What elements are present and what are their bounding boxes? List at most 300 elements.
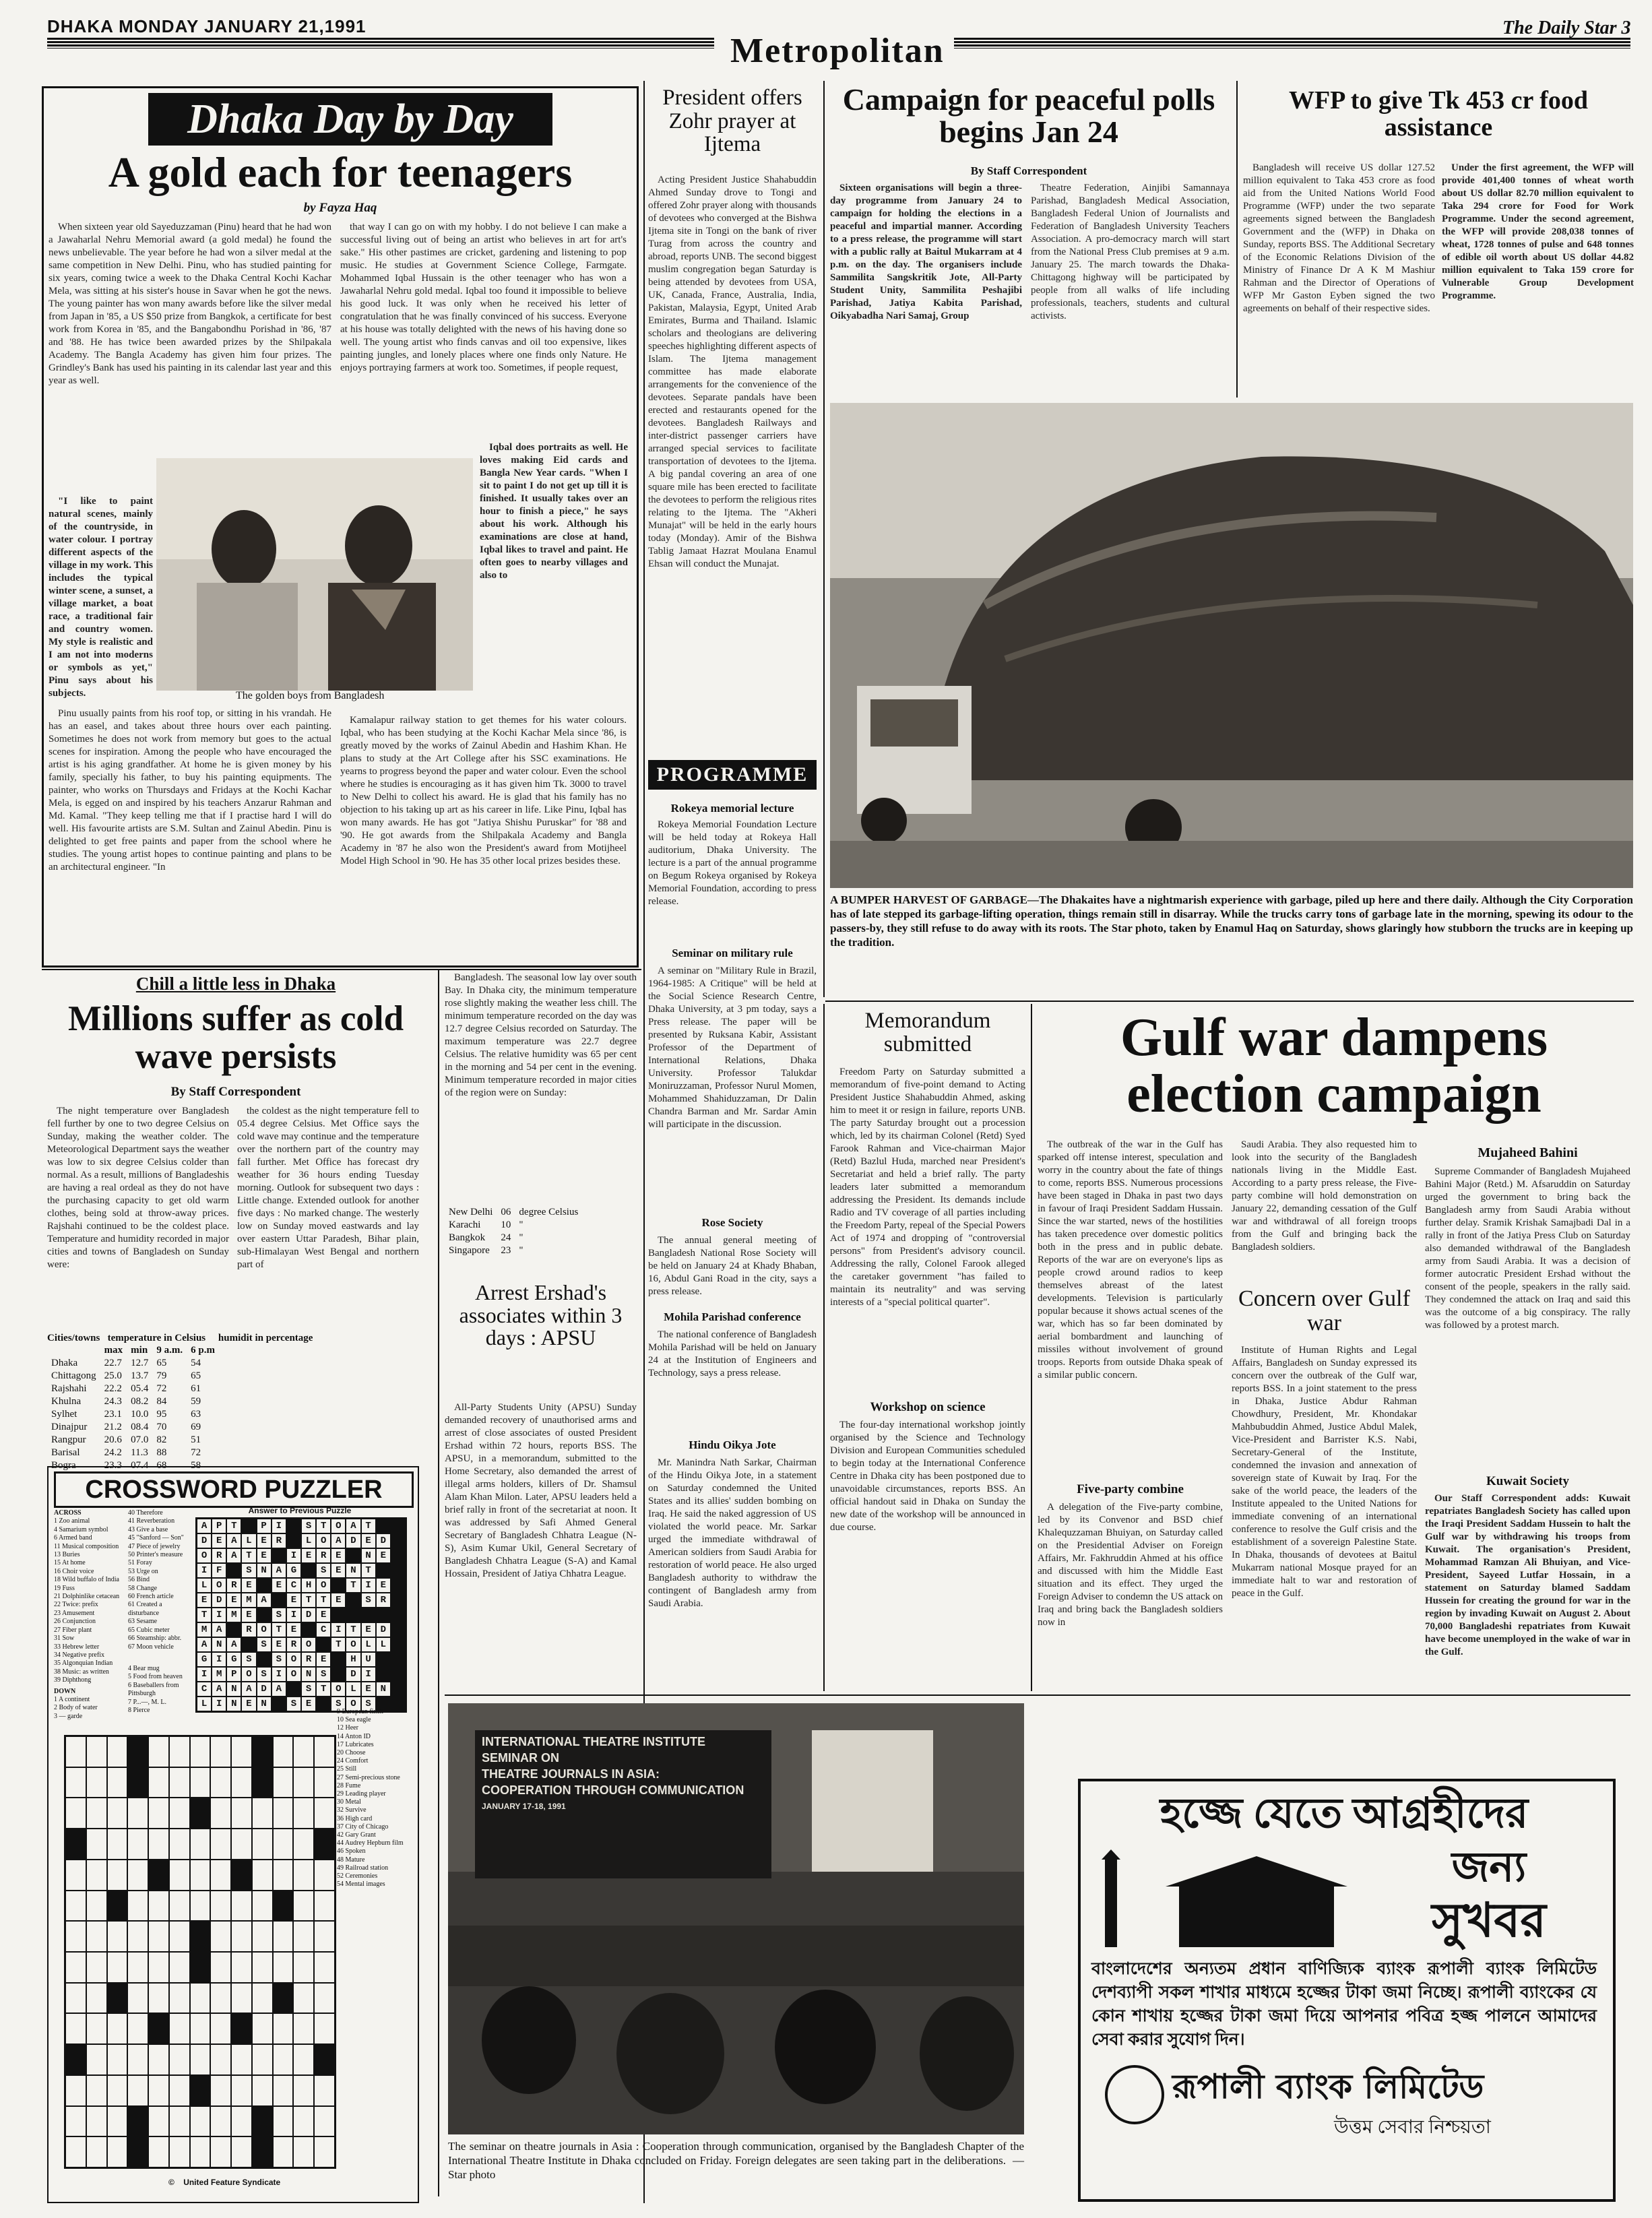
crossword-cell[interactable] [86,2075,107,2106]
answer-cell: I [197,1563,212,1578]
table-cell: 95 [156,1409,167,1420]
zohr-headline: President offers Zohr prayer at Ijtema [662,86,802,157]
crossword-cell[interactable] [314,2136,335,2167]
crossword-cell[interactable] [210,1921,231,1952]
answer-cell: E [361,1682,376,1697]
clue-item: 48 Mature [337,1856,365,1864]
answer-cell [376,1667,391,1682]
answer-cell: A [272,1682,286,1697]
clue-item: 50 Printer's measure [128,1551,183,1559]
crossword-cell[interactable] [65,2136,86,2167]
crossword-cell[interactable] [107,1921,128,1952]
crossword-cell[interactable] [190,2106,211,2137]
table-cell: Dinajpur [51,1422,88,1432]
clue-item: 1 Zoo animal [54,1517,90,1525]
crossword-cell[interactable] [107,2013,128,2044]
crossword-cell[interactable] [169,1983,190,2014]
crossword-cell[interactable] [65,2106,86,2137]
crossword-cell[interactable] [293,2044,314,2075]
programme-item-title-0: Rokeya memorial lecture [670,802,794,815]
table-cell: 10 [501,1219,511,1230]
crossword-cell[interactable] [293,1767,314,1798]
crossword-cell[interactable] [314,1952,335,1983]
crossword-cell[interactable] [273,1829,294,1860]
dhaka-day-byline: by Fayza Haq [303,201,377,215]
crossword-cell[interactable] [314,1798,335,1829]
wfp-headline: WFP to give Tk 453 cr food assistance [1288,86,1589,141]
answer-cell: A [331,1533,346,1548]
crossword-cell[interactable] [148,2106,169,2137]
clue-item: 6 Baseballers from Pittsburgh [128,1681,179,1698]
crossword-cell[interactable] [107,2136,128,2167]
column-rule-3 [1236,81,1238,398]
answer-cell: S [331,1697,346,1711]
answer-cell: S [361,1697,376,1711]
answer-cell: S [301,1519,316,1533]
crossword-cell[interactable] [169,2136,190,2167]
crossword-cell[interactable] [86,2136,107,2167]
crossword-cell[interactable] [190,1736,211,1767]
answer-cell: E [376,1548,391,1563]
golden-boys-photo [156,458,473,691]
crossword-cell[interactable] [190,2136,211,2167]
answer-cell: E [257,1533,272,1548]
crossword-cell[interactable] [127,2044,148,2075]
crossword-cell[interactable] [293,2106,314,2137]
table-cell: New Delhi [449,1207,493,1217]
crossword-cell[interactable] [148,1891,169,1922]
crossword-cell[interactable] [65,1860,86,1891]
crossword-cell[interactable] [210,1798,231,1829]
crossword-cell[interactable] [148,1829,169,1860]
crossword-cell[interactable] [273,2106,294,2137]
answer-cell: E [272,1637,286,1652]
crossword-cell[interactable] [65,1952,86,1983]
crossword-cell[interactable] [107,2075,128,2106]
crossword-cell[interactable] [231,1767,252,1798]
clue-item: 28 Fume [337,1781,361,1789]
campaign-body-left: Sixteen organisations will begin a three-day programme from January 24 to campaign for holding the elections in a peaceful and impartial manner. According to a press release, the programme will start with a public rally at Baitul Mukarram at 4 p.m. on the day. The organisers include Sammilita Sangskritik Jote, All-Party Student Unity, Sammilita Peshajibi Parishad, Jatiya Kabita Parishad, Oikyabadha Nari Samaj, Group [830,183,1022,321]
crossword-cell[interactable] [273,1736,294,1767]
answer-cell [226,1622,241,1637]
answer-cell: O [212,1578,226,1593]
crossword-cell[interactable] [65,1983,86,2014]
answer-cell [391,1622,406,1637]
crossword-cell [65,2044,86,2075]
banner-line-0: INTERNATIONAL THEATRE INSTITUTE [482,1735,705,1748]
crossword-cell [127,1767,148,1798]
crossword-cell[interactable] [148,2136,169,2167]
answer-cell: D [346,1533,360,1548]
crossword-cell[interactable] [107,2106,128,2137]
answer-cell: E [226,1593,241,1608]
answer-cell: D [376,1533,391,1548]
crossword-cell[interactable] [148,1983,169,2014]
clue-item: 51 Foray [128,1559,152,1567]
crossword-cell[interactable] [273,2136,294,2167]
crossword-cell[interactable] [65,1767,86,1798]
table-cell: 82 [156,1434,167,1445]
answer-cell: T [346,1622,360,1637]
clue-item: 27 Fiber plant [54,1626,92,1634]
crossword-cell[interactable] [314,1860,335,1891]
crossword-cell[interactable] [293,1952,314,1983]
crossword-cell[interactable] [65,2013,86,2044]
answer-cell: S [257,1637,272,1652]
crossword-cell[interactable] [231,2136,252,2167]
answer-cell [331,1608,346,1622]
crossword-cell[interactable] [127,1860,148,1891]
table-cell: 10.0 [131,1409,149,1420]
crossword-cell[interactable] [127,2013,148,2044]
crossword-cell[interactable] [293,1921,314,1952]
answer-cell: I [272,1667,286,1682]
crossword-cell[interactable] [148,2044,169,2075]
crossword-cell[interactable] [86,1829,107,1860]
crossword-cell[interactable] [190,2013,211,2044]
crossword-cell[interactable] [293,1736,314,1767]
crossword-cell[interactable] [210,2044,231,2075]
clue-item: 31 Sow [54,1635,75,1643]
table-cell: Rajshahi [51,1383,87,1394]
table-row [445,1206,582,1219]
crossword-cell[interactable] [210,2106,231,2137]
crossword-cell[interactable] [65,1736,86,1767]
crossword-cell [231,2013,252,2044]
crossword-cell[interactable] [231,1952,252,1983]
crossword-cell[interactable] [231,2044,252,2075]
crossword-cell[interactable] [231,2106,252,2137]
crossword-cell[interactable] [107,1952,128,1983]
table-row [445,1219,582,1232]
concern-body: Institute of Human Rights and Legal Affairs, Bangladesh on Sunday expressed its concern over the outbreak of the Gulf war, reports BSS. In a joint statement to the press in Dhaka, Justice Abdur Rahman Chowdhury, President, Mr. Khondakar Mahbubuddin Ahmed, Justice Abdul Malek, Vice-President and Barrister K.S. Nabi, Secretary-General of the Institute, condemned the invasion and annexation of sovereign state of Kuwait by Iraq. For the sake of the world peace, the leaders of the Institute appealed to the United Nations for immediate convening of an international conference to resolve the Gulf crisis and the establishment of a sovereign Palestine State. In Dhaka, thousands of devotees at Baitul Mukarram national Mosque prayed for an immediate halt to war and restoration of peace in the Gulf. [1232,1345,1417,1599]
crossword-cell[interactable] [293,1983,314,2014]
answer-cell: O [316,1533,331,1548]
crossword-cell[interactable] [169,2044,190,2075]
table-subheader: max [104,1345,123,1356]
crossword-cell[interactable] [127,2075,148,2106]
crossword-cell[interactable] [86,2044,107,2075]
crossword-cell[interactable] [293,2136,314,2167]
memo-headline: Memorandum submitted [864,1009,991,1056]
crossword-cell[interactable] [293,1829,314,1860]
clue-item: 10 Sea eagle [337,1716,371,1724]
crossword-cell[interactable] [190,2044,211,2075]
answer-cell: I [212,1608,226,1622]
table-cell: 23.3 [104,1460,122,1471]
answer-cell: A [226,1637,241,1652]
answer-cell: R [272,1533,286,1548]
crossword-cell[interactable] [314,1921,335,1952]
answer-cell: E [331,1548,346,1563]
crossword-cell [252,1736,273,1767]
answer-cell [257,1578,272,1593]
crossword-cell[interactable] [293,2075,314,2106]
crossword-cell [252,2136,273,2167]
crossword-cell[interactable] [314,2106,335,2137]
clue-item: 29 Leading player [337,1790,386,1798]
crossword-cell[interactable] [169,1829,190,1860]
answer-cell [376,1563,391,1578]
table-cell: degree Celsius [519,1207,579,1217]
ad-bank-name: রূপালী ব্যাংক লিমিটেড [1172,2067,1484,2106]
clue-item: 27 Semi-precious stone [337,1773,400,1781]
crossword-cell[interactable] [231,2075,252,2106]
answer-cell [391,1593,406,1608]
crossword-cell[interactable] [65,1798,86,1829]
crossword-cell[interactable] [86,1983,107,2014]
crossword-cell[interactable] [210,1767,231,1798]
crossword-cell[interactable] [252,1921,273,1952]
crossword-cell[interactable] [148,1798,169,1829]
crossword-cell[interactable] [231,1983,252,2014]
theatre-caption: The seminar on theatre journals in Asia : Cooperation through communication, organised by the Bangladesh Chapter of the International Theatre Institute in Dhaka concluded on Friday. Foreign delegates are seen taking part in the deliberations. —Star photo [448,2140,1025,2181]
crossword-cell[interactable] [210,2013,231,2044]
crossword-cell[interactable] [252,2013,273,2044]
crossword-cell[interactable] [252,1829,273,1860]
answer-cell [391,1652,406,1667]
crossword-cell[interactable] [107,1767,128,1798]
dhaka-day-body-bottom-right: Kamalapur railway station to get themes for his water colours. Iqbal, who has been studying at the Kochi Kachar Mela since '86, is greatly moved by the works of Zainul Abedin and Hashim Khan. He plans to study at the Art College after his SSC examinations. He yearns to progress beyond the paper and water colour. Even the school where he studies is encouraging as it has given him Tk. 3000 to travel to New Delhi to collect his award. He is glad that his family has no objection to his taking up art as his career in life. Like Pinu, Iqbal has won many awards. He has got "Jatiya Shishu Puruskar" for '88 and '90. He got awards from the Shilpakala Academy and Bangla Academy in '87 he also won the President's award from Motijheel Model High School in '90. He has 35 other local prizes besides these. [340,715,627,866]
crossword-cell[interactable] [231,1921,252,1952]
down-heading: DOWN [54,1687,76,1695]
crossword-cell[interactable] [169,1891,190,1922]
table-cell: 72 [191,1447,201,1458]
crossword-cell[interactable] [86,1736,107,1767]
crossword-cell[interactable] [86,1860,107,1891]
crossword-cell[interactable] [314,2013,335,2044]
ershad-body: All-Party Students Unity (APSU) Sunday demanded recovery of unauthorised arms and arrest of close associates of ousted President Ershad within 72 hours, reports BSS. The APSU, in a memorandum, submitted to the Home Secretary, also demanded the arrest of illegal arms holders, killers of Dr. Shamsul Alam Khan Milon. Later, APSU leaders held a brief rally in front of the secretariat at noon. It was addressed by Safi Ahmed General Secretary of Bangladesh Chhatra League (N-S), Asim Kumar Ukil, General Secretary of Bangladesh Chhatra League (S-A) and Kamal Hossain, President of Jatiya Chhatra League. [445,1402,637,1579]
crossword-cell[interactable] [86,1767,107,1798]
answer-cell: P [212,1519,226,1533]
crossword-cell[interactable] [273,2044,294,2075]
crossword-cell[interactable] [252,1952,273,1983]
crossword-cell[interactable] [86,1891,107,1922]
kaaba-minaret-icon [1091,1849,1361,1951]
answer-cell: E [286,1622,301,1637]
banner-line-1: SEMINAR ON [482,1751,560,1765]
crossword-cell[interactable] [190,1860,211,1891]
crossword-cell[interactable] [190,1891,211,1922]
crossword-cell[interactable] [65,2075,86,2106]
table-row [47,1408,219,1421]
campaign-body-right: Theatre Federation, Ainjibi Samannaya Parishad, Bangladesh Medical Association, Bangladesh Federal Union of Journalists and Federation of Bangladesh University Teachers Association. A pro-democracy march will start from the National Press Club premises at 9 a.m. January 25. The march towards the Dhaka-Chittagong highway will be participated by people from all walks of life including professionals, teachers, students and cultural activists. [1031,183,1230,321]
crossword-cell[interactable] [86,2013,107,2044]
crossword-cell[interactable] [210,1952,231,1983]
clue-item: 42 Gary Grant [337,1831,376,1839]
clue-item: 36 High card [337,1814,373,1823]
crossword-cell[interactable] [314,1891,335,1922]
crossword-cell[interactable] [107,1736,128,1767]
crossword-cell[interactable] [148,1921,169,1952]
crossword-cell[interactable] [273,1798,294,1829]
table-cell: Khulna [51,1396,82,1407]
dhaka-day-banner: Dhaka Day by Day [148,93,552,146]
table-row [445,1232,582,1244]
crossword-across-list-2 [128,1509,187,1715]
crossword-cell[interactable] [273,1767,294,1798]
answer-cell: E [241,1578,256,1593]
clue-item: 45 "Sanford — Son" [128,1534,184,1542]
crossword-cell[interactable] [148,2075,169,2106]
clue-item: 9 European finch [337,1708,383,1715]
crossword-cell[interactable] [293,1798,314,1829]
table-cell: 63 [191,1409,201,1420]
clue-item: 19 Fuss [54,1584,75,1592]
crossword-cell[interactable] [127,1829,148,1860]
answer-cell [331,1652,346,1667]
paper-name: The Daily Star 3 [1502,18,1631,38]
clue-item: 33 Hebrew letter [54,1643,100,1651]
crossword-cell[interactable] [127,1921,148,1952]
table-cell: 23 [501,1245,511,1256]
crossword-cell[interactable] [148,1767,169,1798]
crossword-cell[interactable] [86,1952,107,1983]
crossword-cell[interactable] [314,1767,335,1798]
crossword-cell[interactable] [190,1767,211,1798]
answer-cell: M [197,1622,212,1637]
crossword-cell[interactable] [210,1983,231,2014]
crossword-cell[interactable] [169,1798,190,1829]
answer-cell: O [331,1682,346,1697]
crossword-cell[interactable] [190,1983,211,2014]
crossword-cell[interactable] [169,1736,190,1767]
crossword-cell[interactable] [293,1891,314,1922]
answer-cell [257,1608,272,1622]
crossword-cell[interactable] [273,1921,294,1952]
crossword-cell[interactable] [210,1829,231,1860]
crossword-cell[interactable] [273,2075,294,2106]
answer-cell: L [346,1682,360,1697]
answer-cell: S [316,1667,331,1682]
clue-item: 53 Urge on [128,1567,158,1575]
gulf-col2-top: Saudi Arabia. They also requested him to look into the security of the Bangladesh nationals living in the Middle East. According to a party press release, the Five-party combine will hold demonstration on January 22, demanding cessation of the Gulf war and withdrawal of all foreign troops from the Gulf and bringing back the Bangladesh soldiers. [1232,1139,1417,1253]
table-cell: 65 [191,1370,201,1381]
crossword-cell[interactable] [314,1736,335,1767]
crossword-cell[interactable] [169,1921,190,1952]
answer-cell: D [197,1533,212,1548]
crossword-cell[interactable] [169,2075,190,2106]
clue-item: 4 Samarium symbol [54,1525,108,1533]
answer-cell: S [316,1563,331,1578]
answer-cell: O [197,1548,212,1563]
answer-cell: A [226,1548,241,1563]
crossword-cell[interactable] [169,1767,190,1798]
clue-item: 15 At home [54,1559,86,1567]
crossword-cell[interactable] [252,2075,273,2106]
table-cell: Bangkok [449,1232,486,1243]
answer-cell [346,1548,360,1563]
crossword-cell[interactable] [169,2013,190,2044]
crossword-cell[interactable] [107,2044,128,2075]
table-header: Cities/towns temperature in Celsius humidit in percentage [47,1333,313,1343]
answer-cell: S [301,1682,316,1697]
crossword-cell[interactable] [293,2013,314,2044]
clue-item: 25 Still [337,1765,357,1773]
crossword-cell[interactable] [210,1860,231,1891]
crossword-cell[interactable] [127,1891,148,1922]
crossword-cell[interactable] [252,1860,273,1891]
programme-item-title-2: Rose Society [701,1216,763,1229]
answer-cell: L [361,1637,376,1652]
clue-item: 52 Ceremonies [337,1872,378,1880]
crossword-cell[interactable] [252,2044,273,2075]
crossword-cell[interactable] [65,1921,86,1952]
crossword-cell[interactable] [107,1798,128,1829]
crossword-cell[interactable] [231,1736,252,1767]
crossword-cell[interactable] [293,1860,314,1891]
crossword-cell[interactable] [148,1736,169,1767]
crossword-cell[interactable] [273,2013,294,2044]
garbage-photo [830,403,1633,888]
crossword-cell[interactable] [231,1798,252,1829]
crossword-cell[interactable] [169,2106,190,2137]
crossword-cell[interactable] [86,1798,107,1829]
clue-item: 65 Cubic meter [128,1626,170,1634]
crossword-cell[interactable] [210,2075,231,2106]
crossword-cell[interactable] [231,1891,252,1922]
answer-cell: N [212,1637,226,1652]
table-cell: Rangpur [51,1434,86,1445]
crossword-grid[interactable] [64,1735,336,2169]
answer-cell [272,1548,286,1563]
crossword-cell[interactable] [252,1798,273,1829]
programme-item-body-2: The annual general meeting of Bangladesh National Rose Society will be held on January 24 at Khady Bhaban, 16, Abdul Gani Road in the city, says a press release. [648,1235,817,1297]
crossword-cell[interactable] [169,1860,190,1891]
answer-cell: E [286,1593,301,1608]
crossword-cell[interactable] [210,2136,231,2167]
crossword-cell[interactable] [314,2075,335,2106]
crossword-cell[interactable] [127,1983,148,2014]
table-cell: 59 [191,1396,201,1407]
answer-cell: A [241,1682,256,1697]
table-cell: 88 [156,1447,167,1458]
gulf-headline: Gulf war dampens election campaign [1120,1008,1548,1124]
crossword-cell[interactable] [127,1952,148,1983]
answer-cell: L [197,1578,212,1593]
crossword-cell[interactable] [231,1829,252,1860]
banner-line-4: JANUARY 17-18, 1991 [482,1802,566,1811]
clue-item: 58 Change [128,1584,158,1592]
crossword-cell [65,1829,86,1860]
answer-cell: A [197,1637,212,1652]
clue-item: 7 P...—, M. L. [128,1698,166,1706]
crossword-cell[interactable] [107,1829,128,1860]
crossword-cell[interactable] [86,1921,107,1952]
crossword-cell[interactable] [127,1798,148,1829]
clue-item: 2 Body of water [54,1704,98,1712]
crossword-cell[interactable] [252,1891,273,1922]
crossword-cell[interactable] [86,2106,107,2137]
crossword-cell[interactable] [314,1983,335,2014]
crossword-cell[interactable] [210,1736,231,1767]
clue-item: 18 Wild buffalo of India [54,1576,119,1584]
crossword-cell[interactable] [169,1952,190,1983]
answer-cell: I [286,1548,301,1563]
clue-item: 20 Choose [337,1749,366,1757]
answer-cell: R [226,1578,241,1593]
crossword-cell[interactable] [273,1952,294,1983]
crossword-cell[interactable] [65,1891,86,1922]
crossword-cell[interactable] [210,1891,231,1922]
clue-item: 46 Spoken [337,1847,366,1856]
crossword-cell[interactable] [190,1829,211,1860]
crossword-cell[interactable] [148,1952,169,1983]
crossword-cell [231,1860,252,1891]
crossword-cell[interactable] [252,1983,273,2014]
crossword-cell[interactable] [273,1860,294,1891]
crossword-cell[interactable] [107,1860,128,1891]
